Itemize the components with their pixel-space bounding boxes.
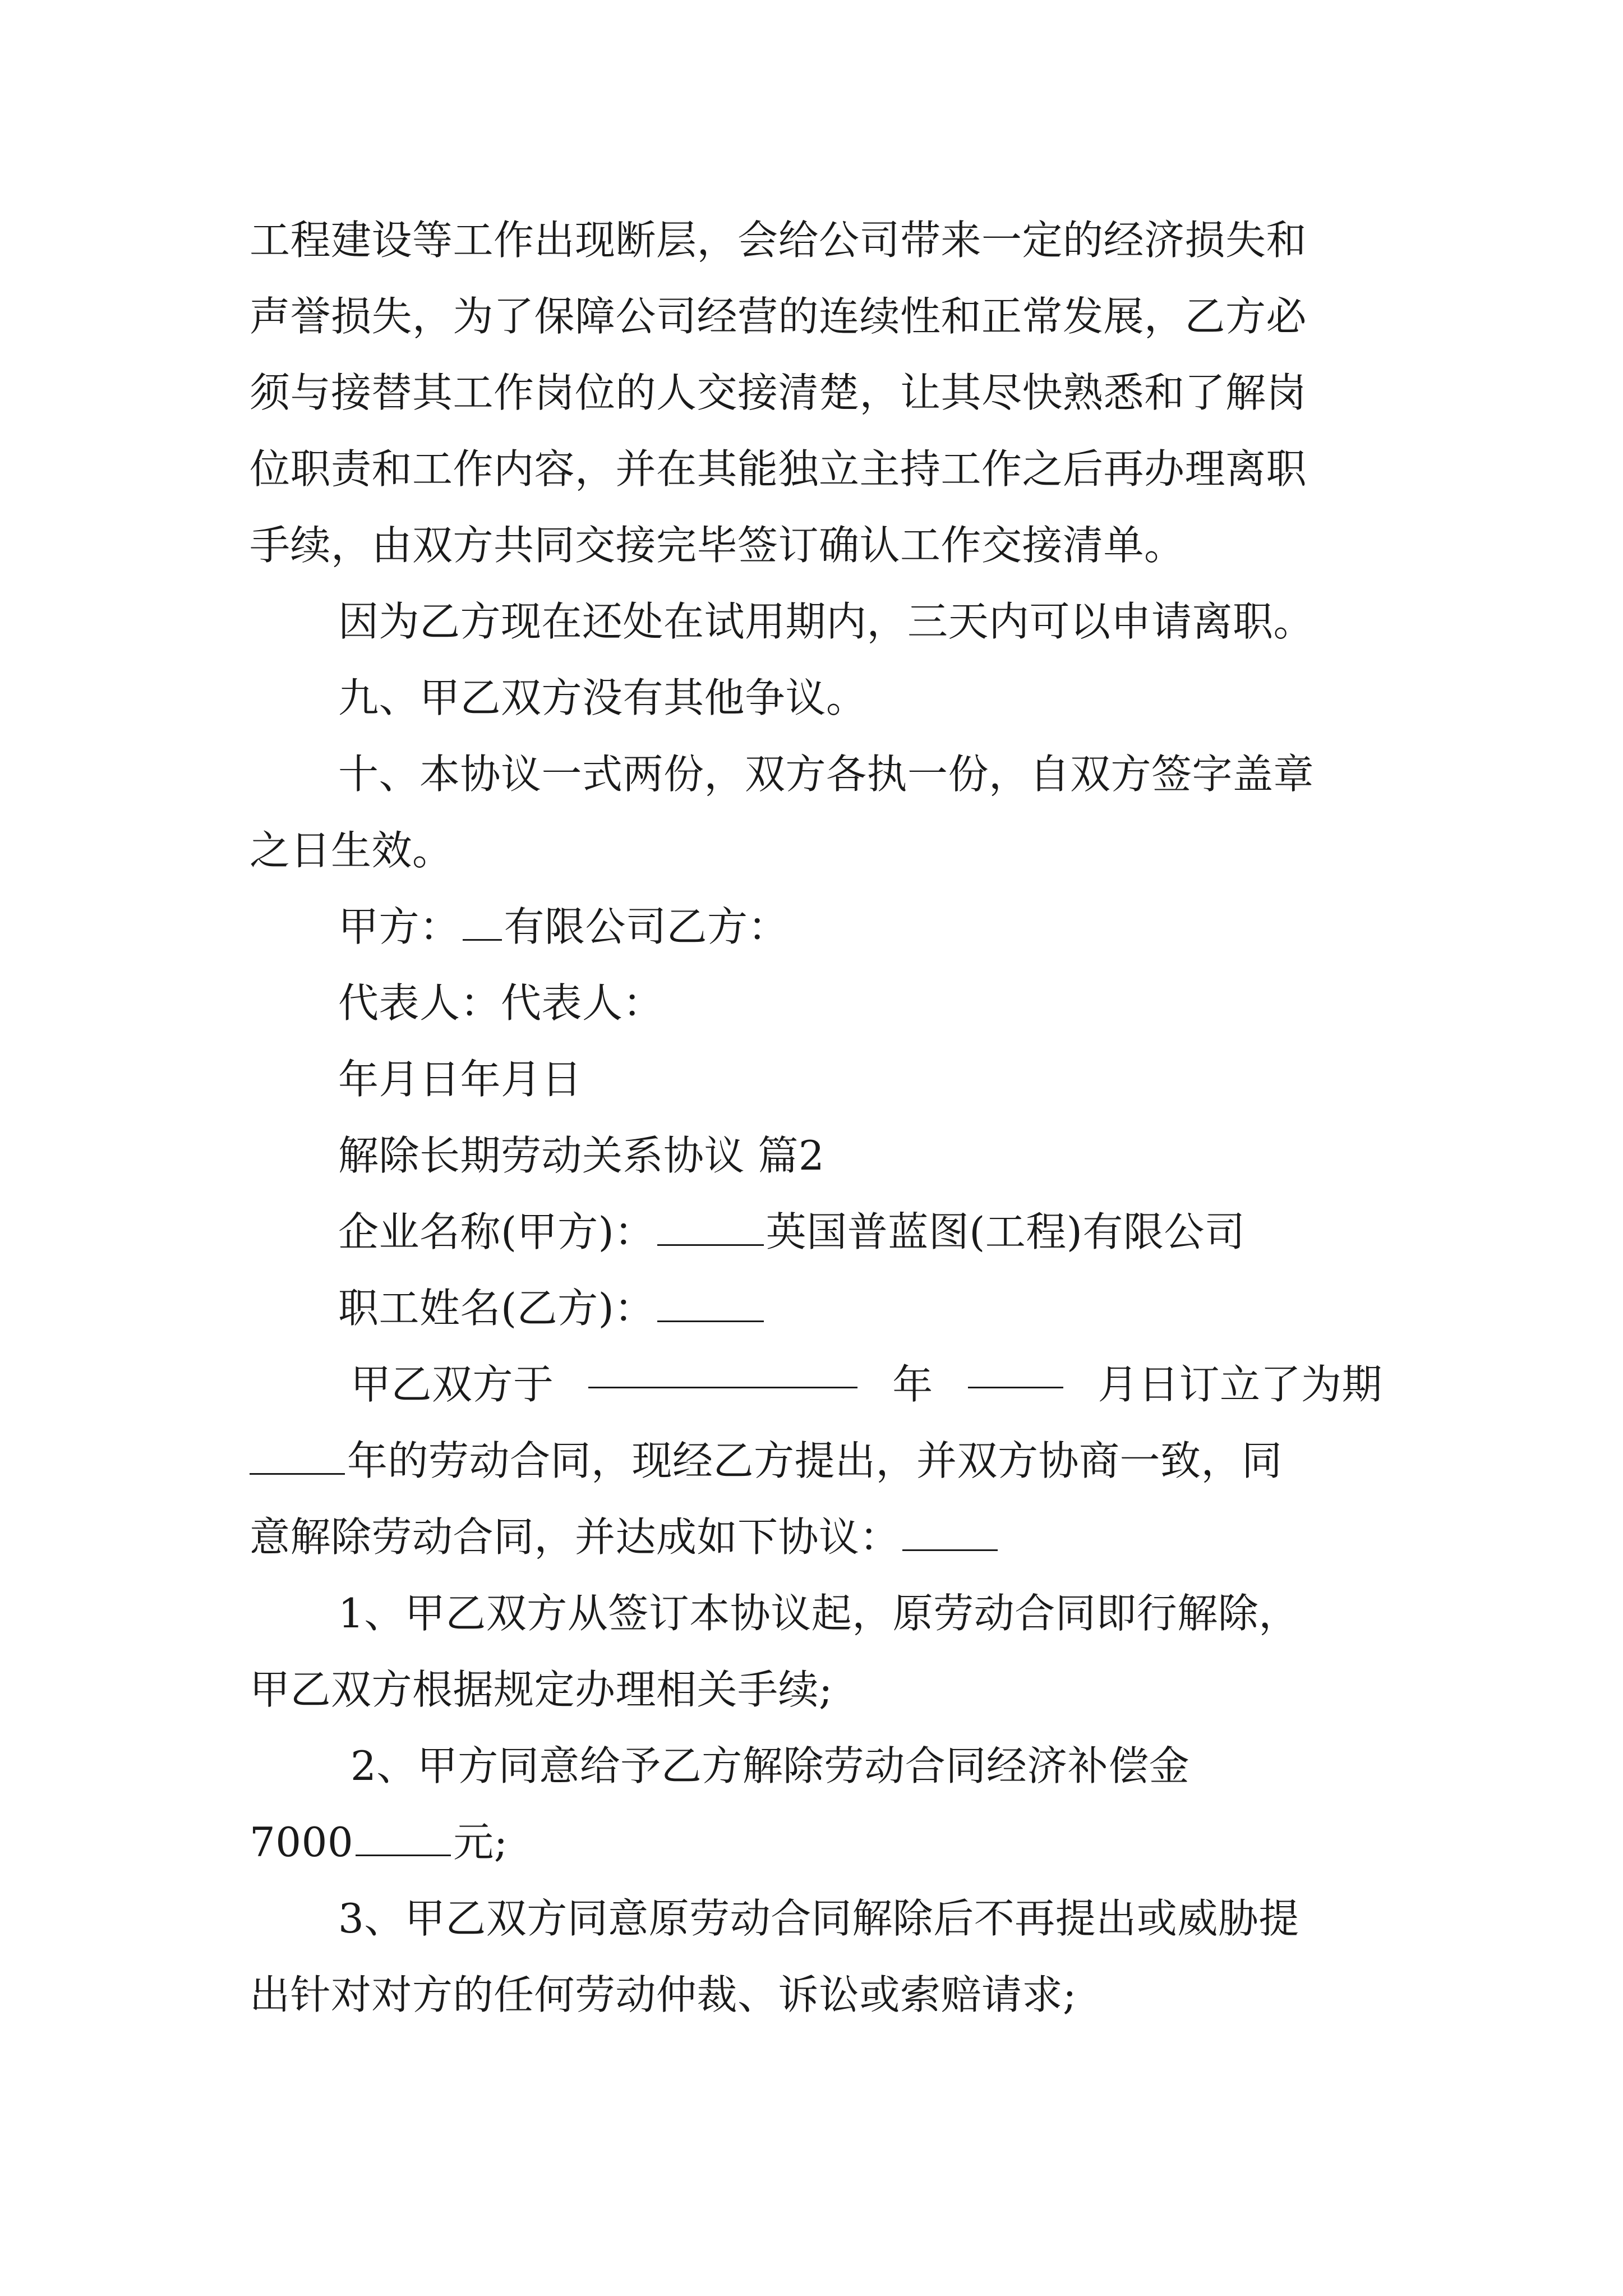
signature-party-line bbox=[250, 889, 1382, 965]
item-one bbox=[250, 1575, 1382, 1651]
line-text: 企业名称(甲方)： bbox=[338, 1208, 655, 1255]
fill-blank bbox=[463, 899, 502, 941]
line-text: 手续，由双方共同交接完毕签订确认工作交接清单。 bbox=[250, 522, 1185, 569]
line-text: 因为乙方现在还处在试用期内，三天内可以申请离职。 bbox=[338, 598, 1315, 645]
line-text: 年的劳动合同，现经乙方提出，并双方协商一致，同 bbox=[347, 1437, 1283, 1484]
line-text: 元; bbox=[453, 1819, 508, 1866]
paragraph-line bbox=[250, 431, 1382, 507]
paragraph-line bbox=[250, 202, 1382, 278]
line-text: 3、甲乙双方同意原劳动合同解除后不再提出或威胁提 bbox=[338, 1895, 1299, 1942]
paragraph-line bbox=[250, 507, 1382, 583]
paragraph-line bbox=[250, 1423, 1382, 1499]
compensation-line bbox=[250, 1804, 1382, 1880]
fill-blank bbox=[657, 1280, 764, 1322]
paragraph-line bbox=[250, 1957, 1382, 2033]
line-text: 十、本协议一式两份，双方各执一份，自双方签字盖章 bbox=[338, 751, 1315, 798]
clause-nine bbox=[250, 660, 1382, 736]
line-text: 2、甲方同意给予乙方解除劳动合同经济补偿金 bbox=[351, 1742, 1190, 1789]
document-body bbox=[250, 202, 1382, 2033]
section-title bbox=[250, 1117, 1382, 1194]
fill-blank bbox=[657, 1204, 764, 1246]
paragraph-line bbox=[250, 583, 1382, 660]
line-text: 有限公司乙方： bbox=[504, 903, 789, 950]
fill-blank bbox=[902, 1509, 998, 1551]
line-text: 甲方： bbox=[338, 903, 460, 950]
line-text: 1、甲乙双方从签订本协议起，原劳动合同即行解除， bbox=[338, 1590, 1299, 1637]
clause-ten bbox=[250, 736, 1382, 812]
item-three bbox=[250, 1880, 1382, 1957]
signature-representative-line bbox=[250, 965, 1382, 1041]
line-text: 意解除劳动合同，并达成如下协议： bbox=[250, 1513, 901, 1561]
fill-blank bbox=[356, 1814, 451, 1856]
paragraph-line bbox=[250, 812, 1382, 889]
line-text: 出针对对方的任何劳动仲裁、诉讼或索赔请求; bbox=[250, 1971, 1077, 2018]
line-text: 位职责和工作内容，并在其能独立主持工作之后再办理离职 bbox=[250, 445, 1307, 493]
fill-blank bbox=[250, 1433, 345, 1475]
line-text: 甲乙双方于 bbox=[351, 1361, 554, 1408]
contract-date-line bbox=[250, 1346, 1382, 1423]
fill-blank bbox=[968, 1346, 1063, 1388]
line-text: 代表人：代表人： bbox=[338, 979, 664, 1027]
line-text: 职工姓名(乙方)： bbox=[338, 1285, 655, 1332]
company-name-line bbox=[250, 1194, 1382, 1270]
line-text: 月日订立了为期 bbox=[1098, 1361, 1382, 1408]
compensation-amount: 7000 bbox=[250, 1819, 354, 1866]
line-text: 英国普蓝图(工程)有限公司 bbox=[766, 1208, 1246, 1255]
line-text: 声誉损失，为了保障公司经营的连续性和正常发展，乙方必 bbox=[250, 293, 1307, 340]
line-text: 解除长期劳动关系协议 篇2 bbox=[338, 1132, 825, 1179]
line-text: 九、甲乙双方没有其他争议。 bbox=[338, 674, 867, 721]
line-text: 年 bbox=[892, 1361, 933, 1408]
paragraph-line bbox=[250, 355, 1382, 431]
paragraph-line bbox=[250, 1499, 1382, 1575]
paragraph-line bbox=[250, 278, 1382, 355]
line-text: 年月日年月日 bbox=[338, 1056, 583, 1103]
employee-name-line bbox=[250, 1270, 1382, 1346]
line-text: 之日生效。 bbox=[250, 827, 453, 874]
fill-blank bbox=[588, 1346, 857, 1388]
paragraph-line bbox=[250, 1651, 1382, 1728]
line-text: 甲乙双方根据规定办理相关手续; bbox=[250, 1666, 833, 1713]
line-text: 工程建设等工作出现断层，会给公司带来一定的经济损失和 bbox=[250, 217, 1307, 264]
line-text: 须与接替其工作岗位的人交接清楚，让其尽快熟悉和了解岗 bbox=[250, 369, 1307, 416]
item-two bbox=[250, 1728, 1382, 1804]
signature-date-line bbox=[250, 1041, 1382, 1117]
